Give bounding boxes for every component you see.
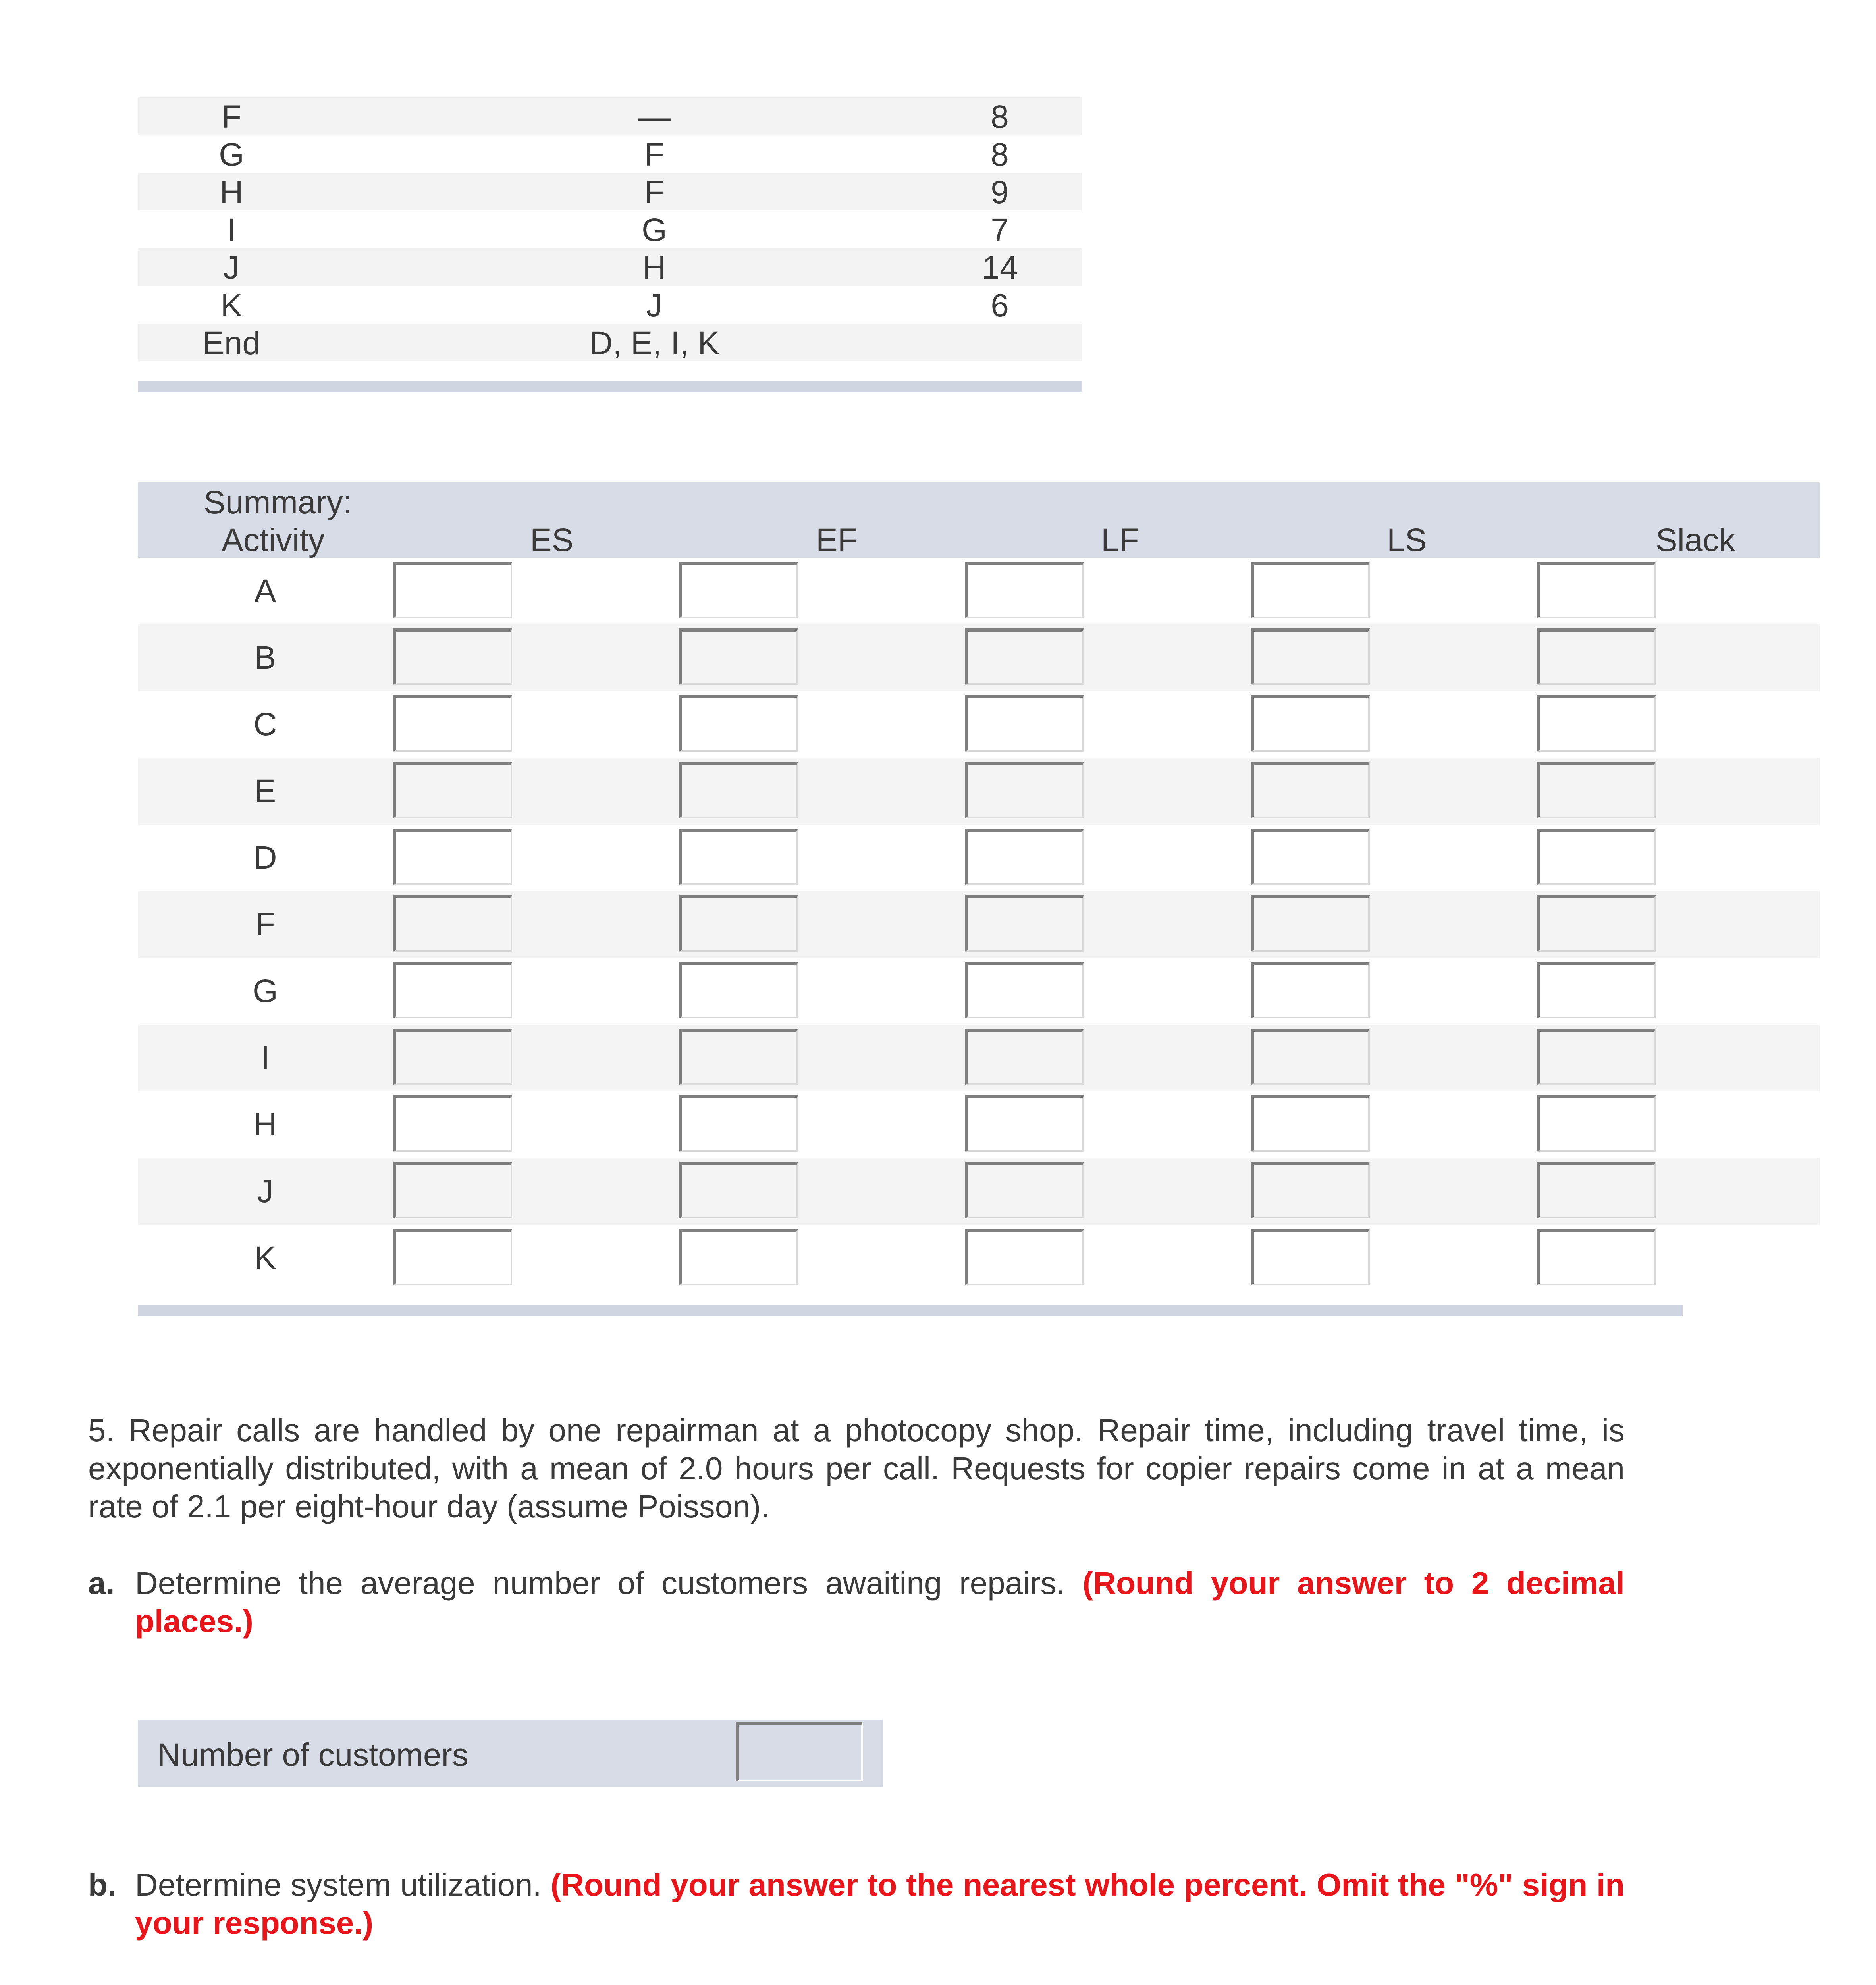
- activity-cell: G: [219, 137, 244, 173]
- header-es: ES: [530, 522, 574, 558]
- time-cell: 8: [991, 137, 1009, 173]
- lf-input[interactable]: [965, 562, 1084, 618]
- summary-activity-label: C: [253, 706, 277, 742]
- ls-input[interactable]: [1251, 1095, 1370, 1152]
- lf-input[interactable]: [965, 895, 1084, 952]
- table-row: [138, 286, 1082, 324]
- table-row: [138, 210, 1082, 248]
- part-a-instruction: (Round your answer to 2 decimal places.): [135, 1565, 1625, 1639]
- header-lf: LF: [1101, 522, 1139, 558]
- es-input[interactable]: [393, 1029, 512, 1085]
- slack-input[interactable]: [1537, 1029, 1656, 1085]
- lf-input[interactable]: [965, 829, 1084, 885]
- part-b-body: [135, 1866, 1625, 1942]
- summary-activity-label: H: [253, 1106, 277, 1143]
- es-input[interactable]: [393, 1229, 512, 1285]
- lf-input[interactable]: [965, 1229, 1084, 1285]
- summary-activity-label: E: [254, 773, 276, 809]
- activity-cell: J: [223, 250, 240, 286]
- slack-input[interactable]: [1537, 1162, 1656, 1218]
- table-row: [138, 173, 1082, 210]
- ls-input[interactable]: [1251, 1229, 1370, 1285]
- ef-input[interactable]: [679, 695, 798, 752]
- ef-input[interactable]: [679, 562, 798, 618]
- summary-row: [138, 891, 1820, 958]
- summary-row: [138, 758, 1820, 825]
- slack-input[interactable]: [1537, 1229, 1656, 1285]
- lf-input[interactable]: [965, 628, 1084, 685]
- summary-row: [138, 558, 1820, 624]
- summary-activity-label: I: [260, 1040, 270, 1076]
- ls-input[interactable]: [1251, 1162, 1370, 1218]
- activity-cell: F: [221, 99, 242, 135]
- table-row: [138, 324, 1082, 361]
- ef-input[interactable]: [679, 1095, 798, 1152]
- time-cell: 9: [991, 174, 1009, 210]
- activity-cell: H: [220, 174, 243, 210]
- slack-input[interactable]: [1537, 628, 1656, 685]
- summary-activity-label: D: [253, 840, 277, 876]
- slack-input[interactable]: [1537, 829, 1656, 885]
- es-input[interactable]: [393, 628, 512, 685]
- part-a-body: [135, 1564, 1625, 1640]
- summary-activity-label: J: [257, 1173, 274, 1209]
- es-input[interactable]: [393, 962, 512, 1018]
- summary-row: [138, 1025, 1820, 1091]
- slack-input[interactable]: [1537, 895, 1656, 952]
- summary-activity-label: F: [255, 906, 276, 942]
- summary-bottom-divider: [138, 1305, 1683, 1316]
- summary-row: [138, 958, 1820, 1025]
- table-row: [138, 135, 1082, 173]
- summary-row: [138, 825, 1820, 891]
- es-input[interactable]: [393, 562, 512, 618]
- summary-row: [138, 624, 1820, 691]
- header-activity: Activity: [222, 522, 325, 558]
- header-summary: Summary:: [204, 484, 352, 520]
- slack-input[interactable]: [1537, 1095, 1656, 1152]
- ls-input[interactable]: [1251, 895, 1370, 952]
- lf-input[interactable]: [965, 695, 1084, 752]
- predecessor-cell: J: [646, 287, 663, 324]
- predecessor-cell: F: [644, 137, 665, 173]
- summary-row: [138, 1225, 1820, 1291]
- summary-table-header: [138, 482, 1820, 558]
- slack-input[interactable]: [1537, 562, 1656, 618]
- activity-cell: I: [227, 212, 236, 248]
- time-cell: 14: [981, 250, 1018, 286]
- ef-input[interactable]: [679, 628, 798, 685]
- summary-row: [138, 691, 1820, 758]
- es-input[interactable]: [393, 895, 512, 952]
- summary-activity-label: K: [254, 1240, 276, 1276]
- ls-input[interactable]: [1251, 695, 1370, 752]
- slack-input[interactable]: [1537, 962, 1656, 1018]
- question-5-text: 5. Repair calls are handled by one repairman at a photocopy shop. Repair time, including travel time, is exponentially distributed, with a mean of 2.0 hours per call. Requests for copier repairs come in at a mean rate of 2.1 per eight-hour day (assume Poisson).: [88, 1413, 1625, 1524]
- number-of-customers-input[interactable]: [736, 1722, 863, 1781]
- activity-cell: End: [202, 325, 260, 361]
- header-slack: Slack: [1656, 522, 1735, 558]
- ef-input[interactable]: [679, 1229, 798, 1285]
- es-input[interactable]: [393, 695, 512, 752]
- predecessor-cell: G: [642, 212, 667, 248]
- table-row: [138, 97, 1082, 135]
- part-a-prompt: [88, 1564, 1625, 1640]
- es-input[interactable]: [393, 829, 512, 885]
- time-cell: [960, 324, 1039, 361]
- lf-input[interactable]: [965, 962, 1084, 1018]
- part-b-text: Determine system utilization.: [135, 1867, 542, 1902]
- time-cell: 8: [991, 99, 1009, 135]
- ls-input[interactable]: [1251, 829, 1370, 885]
- part-a-text: Determine the average number of customers awaiting repairs.: [135, 1565, 1065, 1601]
- es-input[interactable]: [393, 762, 512, 818]
- slack-input[interactable]: [1537, 695, 1656, 752]
- ef-input[interactable]: [679, 1162, 798, 1218]
- part-b-marker: b.: [88, 1867, 117, 1902]
- summary-activity-label: A: [254, 573, 276, 609]
- ef-input[interactable]: [679, 962, 798, 1018]
- ls-input[interactable]: [1251, 762, 1370, 818]
- table-bottom-divider: [138, 381, 1082, 392]
- summary-row: [138, 1091, 1820, 1158]
- slack-input[interactable]: [1537, 762, 1656, 818]
- ef-input[interactable]: [679, 762, 798, 818]
- ef-input[interactable]: [679, 1029, 798, 1085]
- summary-row: [138, 1158, 1820, 1225]
- ls-input[interactable]: [1251, 562, 1370, 618]
- part-a-marker: a.: [88, 1565, 115, 1601]
- table-row: [138, 248, 1082, 286]
- lf-input[interactable]: [965, 1095, 1084, 1152]
- ef-input[interactable]: [679, 829, 798, 885]
- time-cell: 7: [991, 212, 1009, 248]
- summary-activity-label: B: [254, 640, 276, 676]
- predecessor-cell: F: [644, 174, 665, 210]
- es-input[interactable]: [393, 1095, 512, 1152]
- part-b-instruction: (Round your answer to the nearest whole percent. Omit the "%" sign in your response.): [135, 1867, 1625, 1941]
- predecessor-cell: D, E, I, K: [589, 325, 720, 361]
- time-cell: 6: [991, 287, 1009, 324]
- summary-activity-label: G: [253, 973, 278, 1009]
- ls-input[interactable]: [1251, 1029, 1370, 1085]
- predecessor-cell: —: [638, 99, 671, 135]
- ls-input[interactable]: [1251, 628, 1370, 685]
- lf-input[interactable]: [965, 1029, 1084, 1085]
- header-ls: LS: [1387, 522, 1427, 558]
- es-input[interactable]: [393, 1162, 512, 1218]
- part-b-prompt: [88, 1866, 1625, 1942]
- predecessor-cell: H: [642, 250, 666, 286]
- lf-input[interactable]: [965, 1162, 1084, 1218]
- activity-cell: K: [220, 287, 243, 324]
- header-ef: EF: [816, 522, 858, 558]
- ls-input[interactable]: [1251, 962, 1370, 1018]
- number-of-customers-label: Number of customers: [157, 1737, 469, 1773]
- ef-input[interactable]: [679, 895, 798, 952]
- part-a-answer-row: [138, 1720, 883, 1786]
- lf-input[interactable]: [965, 762, 1084, 818]
